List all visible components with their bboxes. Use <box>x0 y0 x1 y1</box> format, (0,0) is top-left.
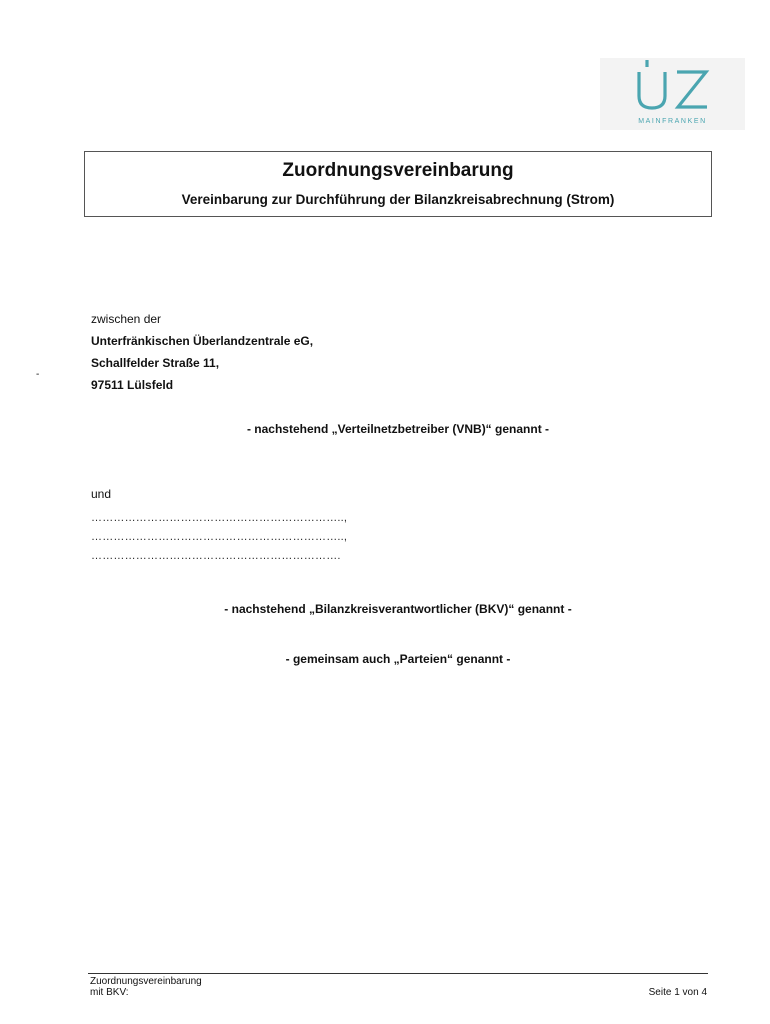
footer-divider <box>88 973 708 974</box>
party2-line-1: ………………………………………………………….., <box>91 512 348 524</box>
uz-logo-mark <box>600 58 745 116</box>
footer-left-line-1: Zuordnungsvereinbarung <box>90 976 202 987</box>
margin-mark: - <box>36 369 40 380</box>
party1-street: Schallfelder Straße 11, <box>91 356 220 370</box>
party2-intro: und <box>91 487 112 501</box>
footer-left-line-2: mit BKV: <box>90 987 129 998</box>
party2-line-3: …………………………………………………………. <box>91 550 341 562</box>
footer-document-label <box>90 976 202 998</box>
party2-line-2: ………………………………………………………….., <box>91 531 348 543</box>
party1-intro: zwischen der <box>91 312 162 326</box>
company-logo <box>600 58 745 130</box>
title-box <box>84 151 712 217</box>
joint-designation: - gemeinsam auch „Parteien“ genannt - <box>285 652 511 666</box>
document-subtitle: Vereinbarung zur Durchführung der Bilanzkreisabrechnung (Strom) <box>181 192 615 207</box>
party1-city: 97511 Lülsfeld <box>91 378 174 392</box>
page-number: Seite 1 von 4 <box>648 987 707 998</box>
party2-designation: - nachstehend „Bilanzkreisverantwortlicher (BKV)“ genannt - <box>224 602 572 616</box>
document-title: Zuordnungsvereinbarung <box>282 160 514 181</box>
logo-text: MAINFRANKEN <box>638 118 707 125</box>
party1-designation: - nachstehend „Verteilnetzbetreiber (VNB)“ genannt - <box>246 422 550 436</box>
party1-name: Unterfränkischen Überlandzentrale eG, <box>91 334 314 348</box>
